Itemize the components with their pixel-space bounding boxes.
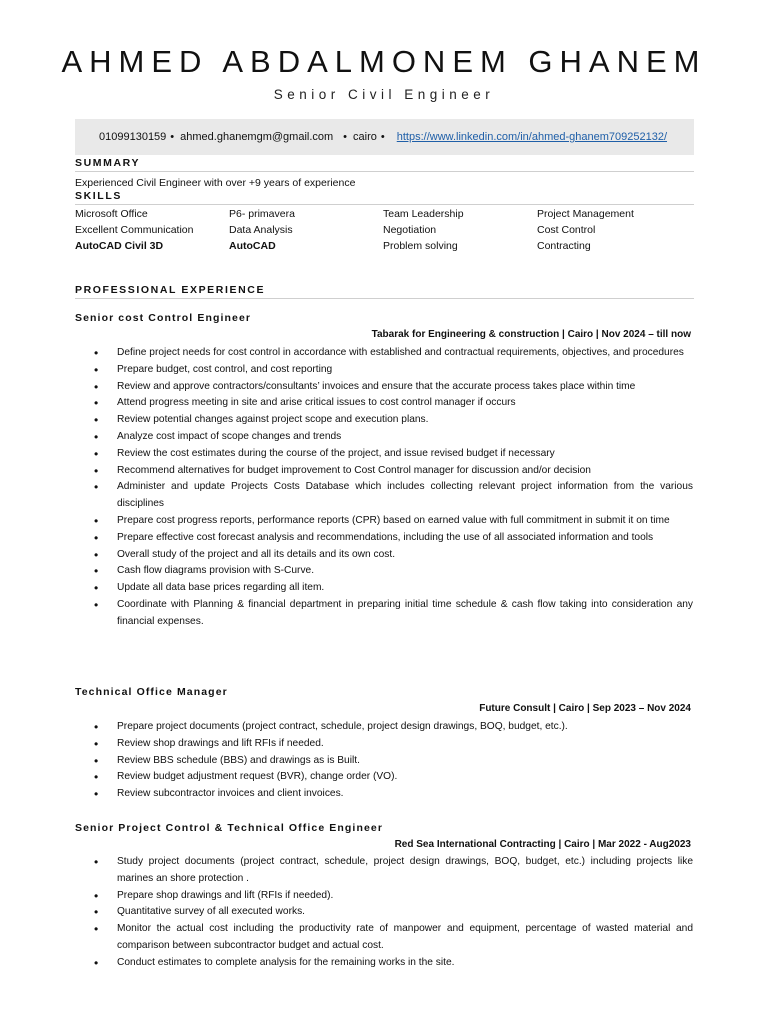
skill-item: Contracting: [537, 240, 591, 252]
list-item: • Monitor the actual cost including the productivity rate of manpower and equipment, percentage of wasted material and comparison between subcontractor budget and actual cost.: [75, 921, 693, 955]
skill-item: Cost Control: [537, 224, 596, 236]
list-item: • Cash flow diagrams provision with S-Curve.: [75, 563, 693, 580]
job-meta: Tabarak for Engineering & construction | Cairo | Nov 2024 – till now: [371, 329, 691, 340]
skill-item: Team Leadership: [383, 208, 464, 220]
candidate-title: Senior Civil Engineer: [273, 87, 495, 102]
job-title: Senior cost Control Engineer: [75, 312, 252, 324]
contact-separator: •: [380, 131, 385, 143]
job-bullets: [75, 854, 693, 972]
skills-grid: [75, 208, 695, 252]
summary-heading: SUMMARY: [75, 157, 694, 172]
skill-item: AutoCAD Civil 3D: [75, 240, 164, 252]
contact-separator: •: [170, 131, 175, 143]
list-item: • Attend progress meeting in site and arise critical issues to cost control manager if occurs: [75, 395, 693, 412]
skill-item: Problem solving: [383, 240, 458, 252]
list-item: • Review potential changes against project scope and execution plans.: [75, 412, 693, 429]
list-item: • Prepare effective cost forecast analysis and recommendations, including the use of all associated information and tools: [75, 530, 693, 547]
job-bullets: [75, 345, 693, 631]
contact-city: cairo: [353, 131, 377, 143]
list-item: • Review subcontractor invoices and client invoices.: [75, 786, 693, 803]
list-item: • Prepare project documents (project contract, schedule, project design drawings, BOQ, budget, etc.).: [75, 719, 693, 736]
list-item: • Analyze cost impact of scope changes and trends: [75, 429, 693, 446]
list-item: • Define project needs for cost control in accordance with established and contractual requirements, objectives, and procedures: [75, 345, 693, 362]
list-item: • Prepare budget, cost control, and cost reporting: [75, 362, 693, 379]
list-item: • Prepare cost progress reports, performance reports (CPR) based on earned value with full commitment in submit it on time: [75, 513, 693, 530]
job-bullets: [75, 719, 693, 803]
skill-item: Excellent Communication: [75, 224, 194, 236]
contact-email[interactable]: ahmed.ghanemgm@gmail.com: [180, 131, 334, 143]
list-item: • Review shop drawings and lift RFIs if needed.: [75, 736, 693, 753]
list-item: • Administer and update Projects Costs Database which includes collecting relevant project information from the various disciplines: [75, 479, 693, 513]
contact-bar: [75, 119, 694, 155]
job-meta: Future Consult | Cairo | Sep 2023 – Nov 2024: [479, 703, 691, 714]
list-item: • Overall study of the project and all its details and its own cost.: [75, 547, 693, 564]
contact-separator: •: [343, 131, 348, 143]
candidate-name: AHMED ABDALMONEM GHANEM: [61, 44, 707, 79]
skill-item: AutoCAD: [229, 240, 276, 252]
list-item: • Review and approve contractors/consultants’ invoices and ensure that the accurate process takes place within time: [75, 379, 693, 396]
skill-item: Negotiation: [383, 224, 437, 236]
contact-phone: 01099130159: [99, 131, 167, 143]
skill-item: Data Analysis: [229, 224, 293, 236]
list-item: • Review the cost estimates during the course of the project, and issue revised budget if necessary: [75, 446, 693, 463]
list-item: • Recommend alternatives for budget improvement to Cost Control manager for discussion and/or decision: [75, 463, 693, 480]
linkedin-link[interactable]: https://www.linkedin.com/in/ahmed-ghanem709252132/: [396, 131, 668, 143]
list-item: • Update all data base prices regarding all item.: [75, 580, 693, 597]
list-item: • Prepare shop drawings and lift (RFIs if needed).: [75, 888, 693, 905]
skill-item: P6- primavera: [229, 208, 295, 220]
job-meta: Red Sea International Contracting | Cairo | Mar 2022 - Aug2023: [394, 839, 691, 850]
list-item: • Study project documents (project contract, schedule, project design drawings, BOQ, budget, etc.) including projects like marines an shore protection .: [75, 854, 693, 888]
job-title: Senior Project Control & Technical Office Engineer: [75, 822, 384, 834]
summary-text: Experienced Civil Engineer with over +9 years of experience: [75, 177, 356, 189]
list-item: • Quantitative survey of all executed works.: [75, 904, 693, 921]
skill-item: Microsoft Office: [75, 208, 148, 220]
experience-heading: PROFESSIONAL EXPERIENCE: [75, 284, 694, 299]
list-item: • Coordinate with Planning & financial department in preparing initial time schedule & cash flow taking into consideration any financial expenses.: [75, 597, 693, 631]
skill-item: Project Management: [537, 208, 634, 220]
list-item: • Review budget adjustment request (BVR), change order (VO).: [75, 769, 693, 786]
list-item: • Review BBS schedule (BBS) and drawings as is Built.: [75, 753, 693, 770]
list-item: • Conduct estimates to complete analysis for the remaining works in the site.: [75, 955, 693, 972]
job-title: Technical Office Manager: [75, 686, 228, 698]
skills-heading: SKILLS: [75, 190, 694, 205]
